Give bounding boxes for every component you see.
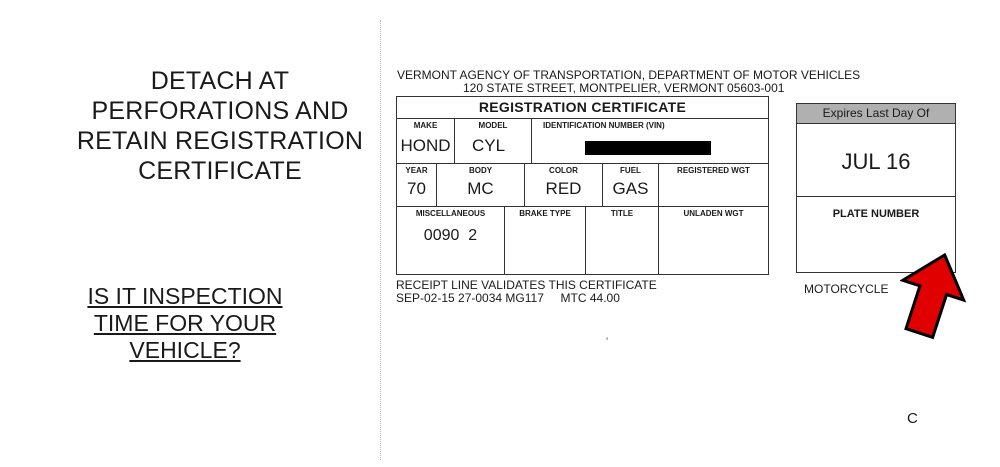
miscellaneous-cell bbox=[397, 207, 505, 274]
unladen-weight-label: UNLADEN WGT bbox=[683, 209, 744, 218]
receipt-line bbox=[396, 279, 657, 305]
make-cell bbox=[397, 119, 455, 164]
vin-label: IDENTIFICATION NUMBER (VIN) bbox=[543, 121, 665, 130]
inspection-line-3: VEHICLE? bbox=[129, 337, 241, 363]
make-value: HOND bbox=[400, 136, 451, 155]
model-label: MODEL bbox=[478, 121, 508, 130]
year-cell bbox=[397, 164, 437, 207]
model-value: CYL bbox=[472, 136, 506, 155]
make-label: MAKE bbox=[413, 121, 438, 130]
title-label: TITLE bbox=[610, 209, 634, 218]
fuel-cell bbox=[603, 164, 659, 207]
year-value: 70 bbox=[407, 179, 426, 198]
vin-cell bbox=[532, 119, 768, 164]
detach-line-2: PERFORATIONS AND bbox=[91, 97, 349, 125]
brake-type-cell bbox=[505, 207, 586, 274]
agency-name: VERMONT AGENCY OF TRANSPORTATION, DEPARTMENT OF MOTOR VEHICLES bbox=[397, 68, 861, 82]
year-label: YEAR bbox=[405, 166, 428, 175]
color-value: RED bbox=[545, 179, 582, 198]
perforation-line bbox=[380, 20, 381, 460]
brake-type-label: BRAKE TYPE bbox=[519, 209, 571, 218]
vin-redaction bbox=[585, 141, 711, 155]
expires-header: Expires Last Day Of bbox=[797, 104, 955, 124]
title-cell bbox=[586, 207, 659, 274]
unladen-weight-cell bbox=[659, 207, 768, 274]
stray-mark: ' bbox=[606, 336, 609, 348]
registration-certificate bbox=[396, 96, 769, 275]
fuel-value: GAS bbox=[612, 179, 649, 198]
detach-instructions bbox=[60, 66, 380, 186]
inspection-line-1: IS IT INSPECTION bbox=[87, 283, 283, 309]
registered-weight-label: REGISTERED WGT bbox=[677, 166, 750, 175]
inspection-line-2: TIME FOR YOUR bbox=[93, 310, 277, 336]
receipt-transaction: SEP-02-15 27-0034 MG117 MTC 44.00 bbox=[396, 291, 620, 305]
miscellaneous-label: MISCELLANEOUS bbox=[415, 209, 486, 218]
plate-number-label: PLATE NUMBER bbox=[832, 208, 920, 220]
registered-weight-cell bbox=[659, 164, 768, 207]
stray-letter: C bbox=[907, 410, 918, 427]
body-value: MC bbox=[467, 179, 494, 198]
detach-line-3: RETAIN REGISTRATION bbox=[76, 127, 364, 155]
miscellaneous-value: 0090 2 bbox=[423, 227, 478, 244]
agency-header bbox=[397, 69, 877, 95]
body-cell bbox=[437, 164, 525, 207]
color-label: COLOR bbox=[549, 166, 578, 175]
fuel-label: FUEL bbox=[620, 166, 641, 175]
detach-line-1: DETACH AT bbox=[150, 67, 290, 95]
model-cell bbox=[455, 119, 532, 164]
certificate-title: REGISTRATION CERTIFICATE bbox=[397, 97, 768, 119]
color-cell bbox=[525, 164, 603, 207]
vehicle-class: MOTORCYCLE bbox=[804, 282, 889, 296]
agency-address: 120 STATE STREET, MONTPELIER, VERMONT 05603-001 bbox=[463, 81, 785, 95]
inspection-reminder bbox=[60, 283, 310, 364]
body-label: BODY bbox=[468, 166, 493, 175]
red-arrow-icon bbox=[900, 248, 970, 340]
expiration-date: JUL 16 bbox=[841, 149, 911, 174]
expiration-divider bbox=[797, 196, 955, 197]
detach-line-4: CERTIFICATE bbox=[138, 157, 302, 185]
receipt-validation-text: RECEIPT LINE VALIDATES THIS CERTIFICATE bbox=[396, 278, 657, 292]
